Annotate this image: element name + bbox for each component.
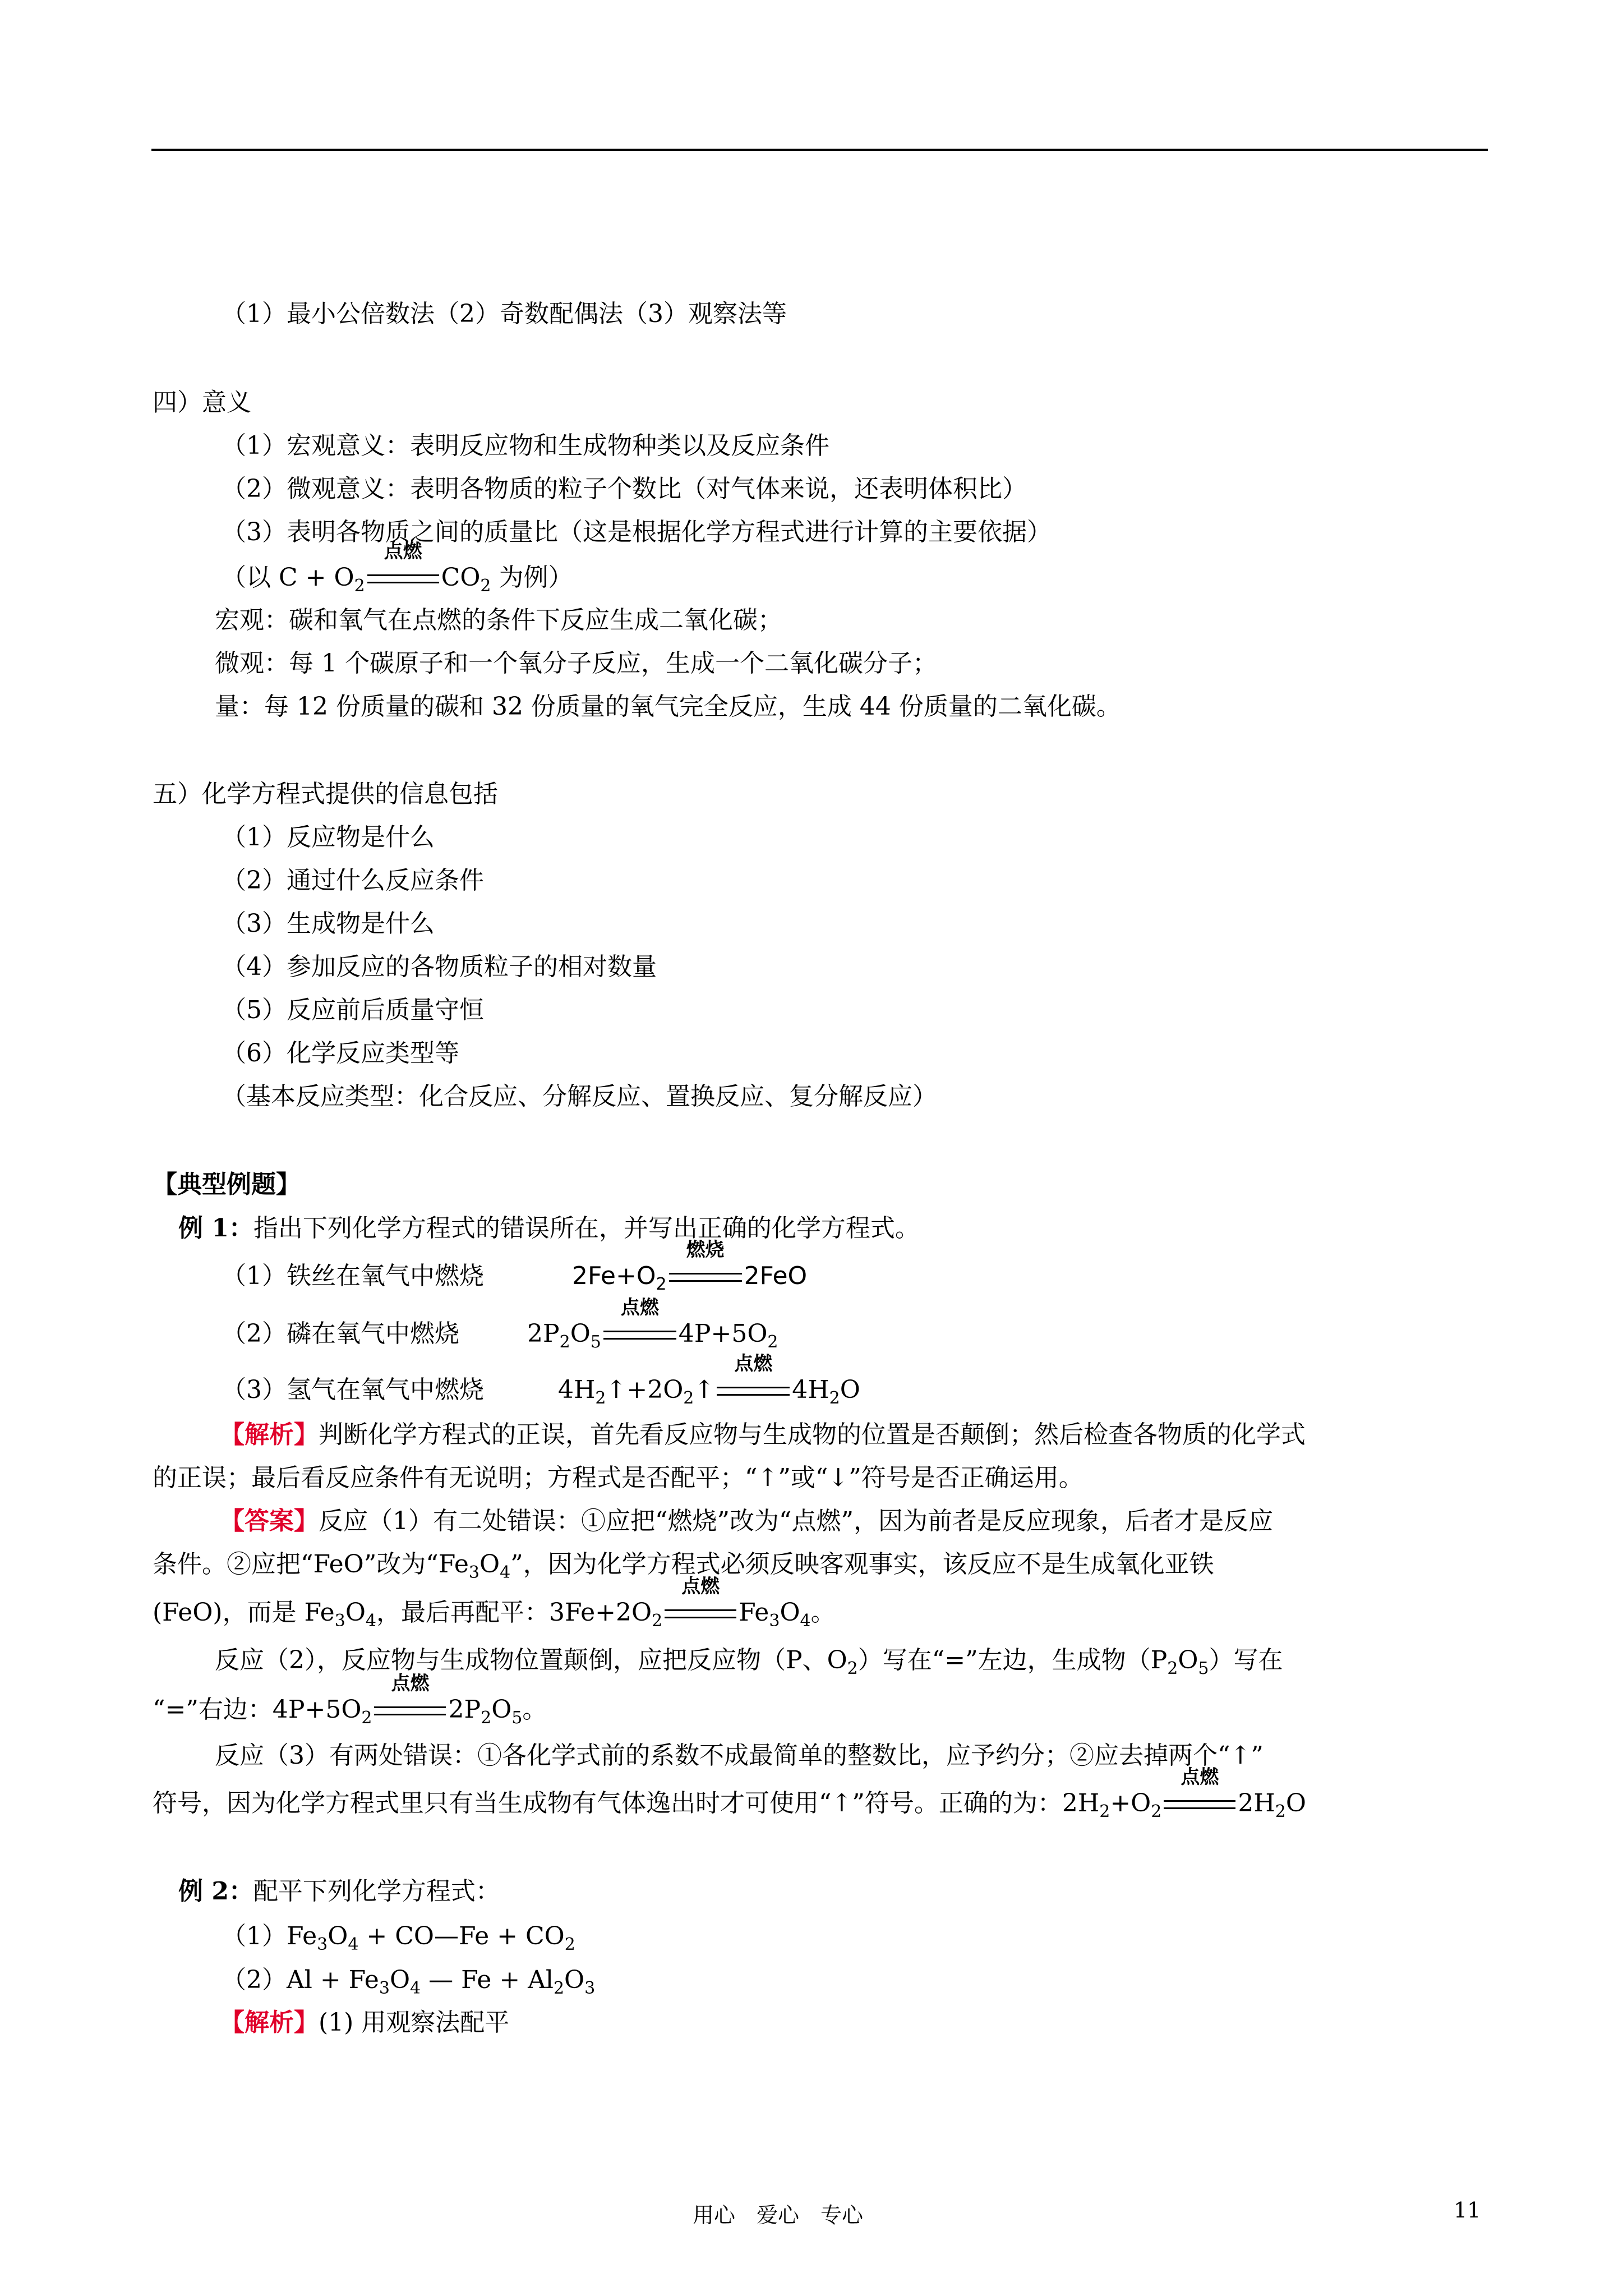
macro-line: 宏观：碳和氧气在点燃的条件下反应生成二氧化碳； bbox=[215, 606, 782, 634]
example-1-q2-text: （2）磷在氧气中燃烧 bbox=[222, 1319, 459, 1348]
reaction-arrow: 点燃 bbox=[665, 1596, 736, 1630]
section-4-heading: 四）意义 bbox=[153, 388, 251, 417]
section-4-item: （1）宏观意义：表明反应物和生成物种类以及反应条件 bbox=[222, 431, 829, 460]
example-2-analysis: 【解析】(1) 用观察法配平 bbox=[220, 2008, 510, 2037]
example-1-reaction-2-l1: 反应（2），反应物与生成物位置颠倒，应把反应物（P、$O_2$）写在“=”左边，生成物$(P_2O_5)$写在 bbox=[215, 1646, 1283, 1678]
section-5-item: （4）参加反应的各物质粒子的相对数量 bbox=[222, 953, 657, 981]
example-1-analysis-l1: 【解析】判断化学方程式的正误，首先看反应物与生成物的位置是否颠倒；然后检查各物质的化学式 bbox=[220, 1420, 1306, 1449]
example-2-q2: $(2)Al + Fe_3O_4$ — $Fe + Al_2O_3$ bbox=[222, 1966, 596, 1998]
section-4-example: （以 $C + O_2$ 点燃 $CO_2$ 为例） bbox=[222, 540, 573, 596]
example-1-reaction-3-l2: 符号，因为化学方程式里只有当生成物有气体逸出时才可使用“↑”符号。正确的为：$2H_2+O_2$ 点燃 $2H_2O$ bbox=[153, 1766, 1306, 1821]
section-5-item: （5）反应前后质量守恒 bbox=[222, 996, 484, 1024]
quantity-line: 量：每 12 份质量的碳和 32 份质量的氧气完全反应，生成 44 份质量的二氧化碳。 bbox=[215, 692, 1121, 721]
example-1-q2-equation: $2P_2O_5$ 点燃 $4P+5O_2$ bbox=[527, 1296, 778, 1352]
example-2-line: 例 2：配平下列化学方程式： bbox=[178, 1877, 500, 1906]
example-1-reaction-2-l2: “=”右边：$4P+5O_2$ 点燃 $2P_2O_5$。 bbox=[153, 1672, 547, 1728]
example-1-analysis-l2: 的正误；最后看反应条件有无说明；方程式是否配平；“↑”或“↓”符号是否正确运用。 bbox=[153, 1464, 1083, 1492]
reaction-arrow: 点燃 bbox=[367, 561, 439, 595]
example-1-reaction-3-l1: 反应（3）有两处错误：①各化学式前的系数不成最简单的整数比，应予约分；②应去掉两个“↑” bbox=[215, 1741, 1264, 1770]
section-5-item: （6）化学反应类型等 bbox=[222, 1039, 459, 1068]
example-1-q3-equation: $4H_2↑+2O_2↑$ 点燃 $4H_2O$ bbox=[558, 1352, 860, 1408]
section-4-item: （2）微观意义：表明各物质的粒子个数比（对气体来说，还表明体积比） bbox=[222, 475, 1027, 503]
example-1-q3-text: （3）氢气在氧气中燃烧 bbox=[222, 1375, 484, 1404]
example-1-answer-l2: 条件。②应把“FeO”改为“$Fe_3O_4$”，因为化学方程式必须反映客观事实，该反应不是生成氧化亚铁 bbox=[153, 1550, 1214, 1582]
section-5-item: （2）通过什么反应条件 bbox=[222, 866, 484, 895]
examples-heading: 【典型例题】 bbox=[153, 1170, 301, 1199]
reaction-arrow: 点燃 bbox=[603, 1317, 676, 1351]
reaction-arrow: 点燃 bbox=[374, 1693, 446, 1727]
example-1-answer-l1: 【答案】反应（1）有二处错误：①应把“燃烧”改为“点燃”，因为前者是反应现象，后者才是反应 bbox=[220, 1507, 1273, 1535]
section-5-item: （基本反应类型：化合反应、分解反应、置换反应、复分解反应） bbox=[222, 1082, 937, 1111]
section-5-item: （1）反应物是什么 bbox=[222, 823, 435, 852]
example-2-q1: $(1)Fe_3O_4$ + CO—Fe + $CO_2$ bbox=[222, 1922, 575, 1954]
methods-line: （1）最小公倍数法（2）奇数配偶法（3）观察法等 bbox=[222, 300, 787, 328]
footer-motto: 用心 爱心 专心 bbox=[693, 2203, 864, 2228]
section-4-item: （3）表明各物质之间的质量比（这是根据化学方程式进行计算的主要依据） bbox=[222, 518, 1052, 546]
example-1-answer-l3: (FeO)，而是 $Fe_3O_4$，最后再配平：$3Fe+2O_2$ 点燃 $Fe_3O_4$。 bbox=[153, 1575, 836, 1631]
reaction-arrow: 燃烧 bbox=[669, 1259, 742, 1293]
header-rule bbox=[151, 149, 1488, 151]
example-1-q1-text: （1）铁丝在氧气中燃烧 bbox=[222, 1262, 484, 1290]
micro-line: 微观：每 1 个碳原子和一个氧分子反应，生成一个二氧化碳分子； bbox=[215, 649, 937, 678]
section-5-item: （3）生成物是什么 bbox=[222, 909, 435, 938]
page-number: 11 bbox=[1454, 2198, 1481, 2223]
example-1-line: 例 1：指出下列化学方程式的错误所在，并写出正确的化学方程式。 bbox=[178, 1214, 920, 1243]
section-5-heading: 五）化学方程式提供的信息包括 bbox=[153, 780, 498, 808]
reaction-arrow: 点燃 bbox=[1164, 1787, 1235, 1820]
example-1-q1-equation: $2Fe+O_2$ 燃烧 2FeO bbox=[572, 1239, 808, 1294]
reaction-arrow: 点燃 bbox=[717, 1373, 790, 1407]
